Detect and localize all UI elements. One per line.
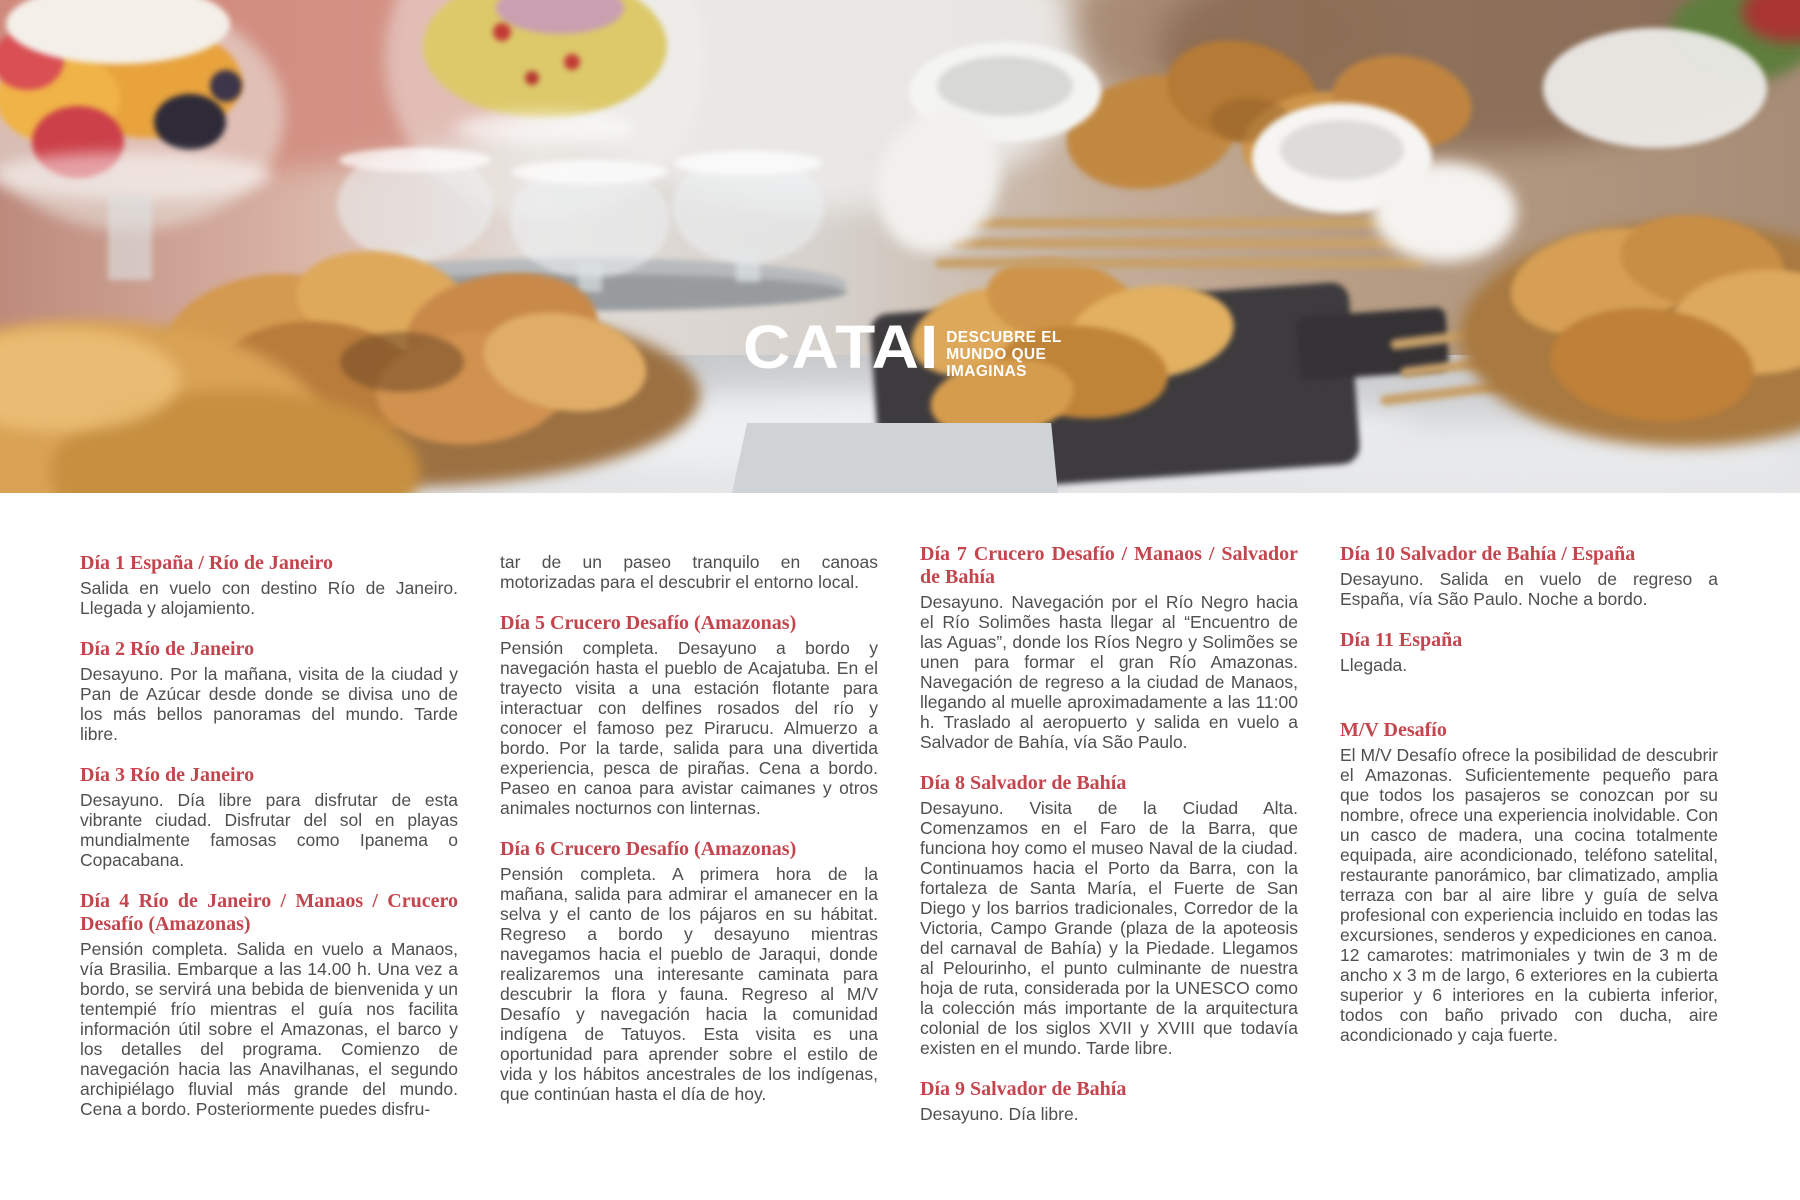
itinerary-block-day9 [920, 1078, 1298, 1124]
tagline-line: MUNDO QUE [946, 346, 1047, 363]
day-paragraph: Desayuno. Visita de la Ciudad Alta. Comenzamos en el Faro de la Barra, que funciona hoy como el museo Naval de la ciudad. Continuamos hacia el Porto da Barra, con la fortaleza de Santa María, el Fuerte de San Diego y los barrios tradicionales, Corredor de la Victoria, Campo Grande (plaza de la apoteosis del carnaval de Bahía) y la Piedade. Llegamos al Pelourinho, el punto culminante de nuestra hoja de ruta, considerada por la UNESCO como la colección más importante de la arquitectura colonial de los siglos XVII y XVIII que todavía existen en el mundo. Tarde libre. [920, 798, 1298, 1058]
catai-logo-text: CATAI [743, 314, 940, 382]
day-paragraph: Salida en vuelo con destino Río de Janeiro. Llegada y alojamiento. [80, 578, 458, 618]
day-paragraph: Desayuno. Día libre para disfrutar de esta vibrante ciudad. Disfrutar del sol en playas mundialmente famosas como Ipanema o Copacabana. [80, 790, 458, 870]
photo-placeholder-shape [732, 423, 1058, 493]
day-heading: Día 3 Río de Janeiro [80, 764, 255, 786]
tagline-line: IMAGINAS [946, 363, 1027, 380]
day-paragraph: Pensión completa. Salida en vuelo a Manaos, vía Brasilia. Embarque a las 14.00 h. Una vez a bordo, se servirá una bebida de bienvenida y un tentempié frío mientras el guía nos facilita información útil sobre el Amazonas, el barco y los detalles del programa. Comienzo de navegación hacia las Anavilhanas, el segundo archipiélago fluvial más grande del mundo. Cena a bordo. Posteriormente puedes disfru- [80, 939, 458, 1119]
column-4 [1340, 543, 1718, 1144]
itinerary-block-day1 [80, 552, 458, 618]
itinerary-block-day2 [80, 638, 458, 744]
ship-heading: M/V Desafío [1340, 719, 1447, 741]
ship-cabins-paragraph: 12 camarotes: matrimoniales y twin de 3 m de ancho x 3 m de largo, 6 exteriores en la cubierta superior y 6 interiores en la cubierta inferior, todos con baño privado con ducha, aire acondicionado y caja fuerte. [1340, 945, 1718, 1045]
day-heading: Día 10 Salvador de Bahía / España [1340, 543, 1636, 565]
day-heading: Día 2 Río de Janeiro [80, 638, 255, 660]
itinerary-block-day8 [920, 772, 1298, 1058]
itinerary-block-day3 [80, 764, 458, 870]
itinerary-block-day4 [80, 890, 458, 1119]
day-paragraph: Desayuno. Navegación por el Río Negro hacia el Río Solimões hasta llegar al “Encuentro de las Aguas”, donde los Ríos Negro y Solimões se unen para formar el gran Río Amazonas. Navegación de regreso a la ciudad de Manaos, llegando al muelle aproximadamente a las 11:00 h. Traslado al aeropuerto y salida en vuelo a Salvador de Bahía, vía São Paulo. [920, 592, 1298, 752]
itinerary-block-day11 [1340, 629, 1718, 675]
itinerary-block-day7 [920, 543, 1298, 752]
itinerary-columns [80, 543, 1718, 1144]
day-heading: Día 4 Río de Janeiro / Manaos / Crucero Desafío (Amazonas) [80, 890, 458, 935]
day-paragraph: Llegada. [1340, 655, 1408, 675]
day-paragraph: Pensión completa. A primera hora de la mañana, salida para admirar el amanecer en la selva y el canto de los pájaros en su hábitat. Regreso a bordo y desayuno mientras navegamos hacia el pueblo de Jaraqui, donde realizaremos una interesante caminata para descubrir la flora y fauna. Regreso al M/V Desafío y navegación hacia la comunidad indígena de Tatuyos. Esta visita es una oportunidad para aprender sobre el estilo de vida y los hábitos ancestrales de los indígenas, que continúan hasta el día de hoy. [500, 864, 878, 1104]
day-paragraph: Desayuno. Día libre. [920, 1104, 1079, 1124]
day-paragraph: Pensión completa. Desayuno a bordo y navegación hasta el pueblo de Acajatuba. En el trayecto visita a una estación flotante para interactuar con delfines rosados del río y conocer el famoso pez Pirarucu. Almuerzo a bordo. Por la tarde, salida para una divertida experiencia, pesca de pirañas. Cena a bordo. Paseo en canoa para avistar caimanes y otros animales nocturnos con linternas. [500, 638, 878, 818]
column-2 [500, 552, 878, 1144]
day-heading: Día 8 Salvador de Bahía [920, 772, 1127, 794]
day-heading: Día 1 España / Río de Janeiro [80, 552, 333, 574]
ship-paragraph: El M/V Desafío ofrece la posibilidad de descubrir el Amazonas. Suficientemente pequeño para que todos los pasajeros se conozcan por su nombre, ofrece una experiencia inolvidable. Con un casco de madera, una cocina totalmente equipada, aire acondicionado, teléfono satelital, restaurante panorámico, bar climatizado, amplia terraza con bar al aire libre y guía de selva profesional con experiencia incluido en todas las excursiones, senderos y expediciones en canoa. [1340, 745, 1718, 945]
day-heading: Día 5 Crucero Desafío (Amazonas) [500, 612, 797, 634]
hero-food-photo [0, 0, 1800, 493]
day-heading: Día 7 Crucero Desafío / Manaos / Salvador de Bahía [920, 543, 1298, 588]
logo-tagline [946, 329, 1062, 380]
day-paragraph: tar de un paseo tranquilo en canoas motorizadas para el descubrir el entorno local. [500, 552, 878, 592]
day-heading: Día 6 Crucero Desafío (Amazonas) [500, 838, 797, 860]
day-paragraph: Desayuno. Por la mañana, visita de la ciudad y Pan de Azúcar desde donde se divisa uno de los más bellos panoramas del mundo. Tarde libre. [80, 664, 458, 744]
brand-logo [743, 314, 1062, 382]
column-3 [920, 543, 1298, 1144]
itinerary-block-day4-continued [500, 552, 878, 592]
itinerary-block-day5 [500, 612, 878, 818]
column-1 [80, 552, 458, 1144]
itinerary-block-day10 [1340, 543, 1718, 609]
tagline-line: DESCUBRE EL [946, 329, 1062, 346]
day-paragraph: Desayuno. Salida en vuelo de regreso a España, vía São Paulo. Noche a bordo. [1340, 569, 1718, 609]
ship-description-block [1340, 719, 1718, 1045]
food-photo-illustration [0, 0, 1800, 493]
day-heading: Día 11 España [1340, 629, 1463, 651]
day-heading: Día 9 Salvador de Bahía [920, 1078, 1127, 1100]
itinerary-block-day6 [500, 838, 878, 1104]
